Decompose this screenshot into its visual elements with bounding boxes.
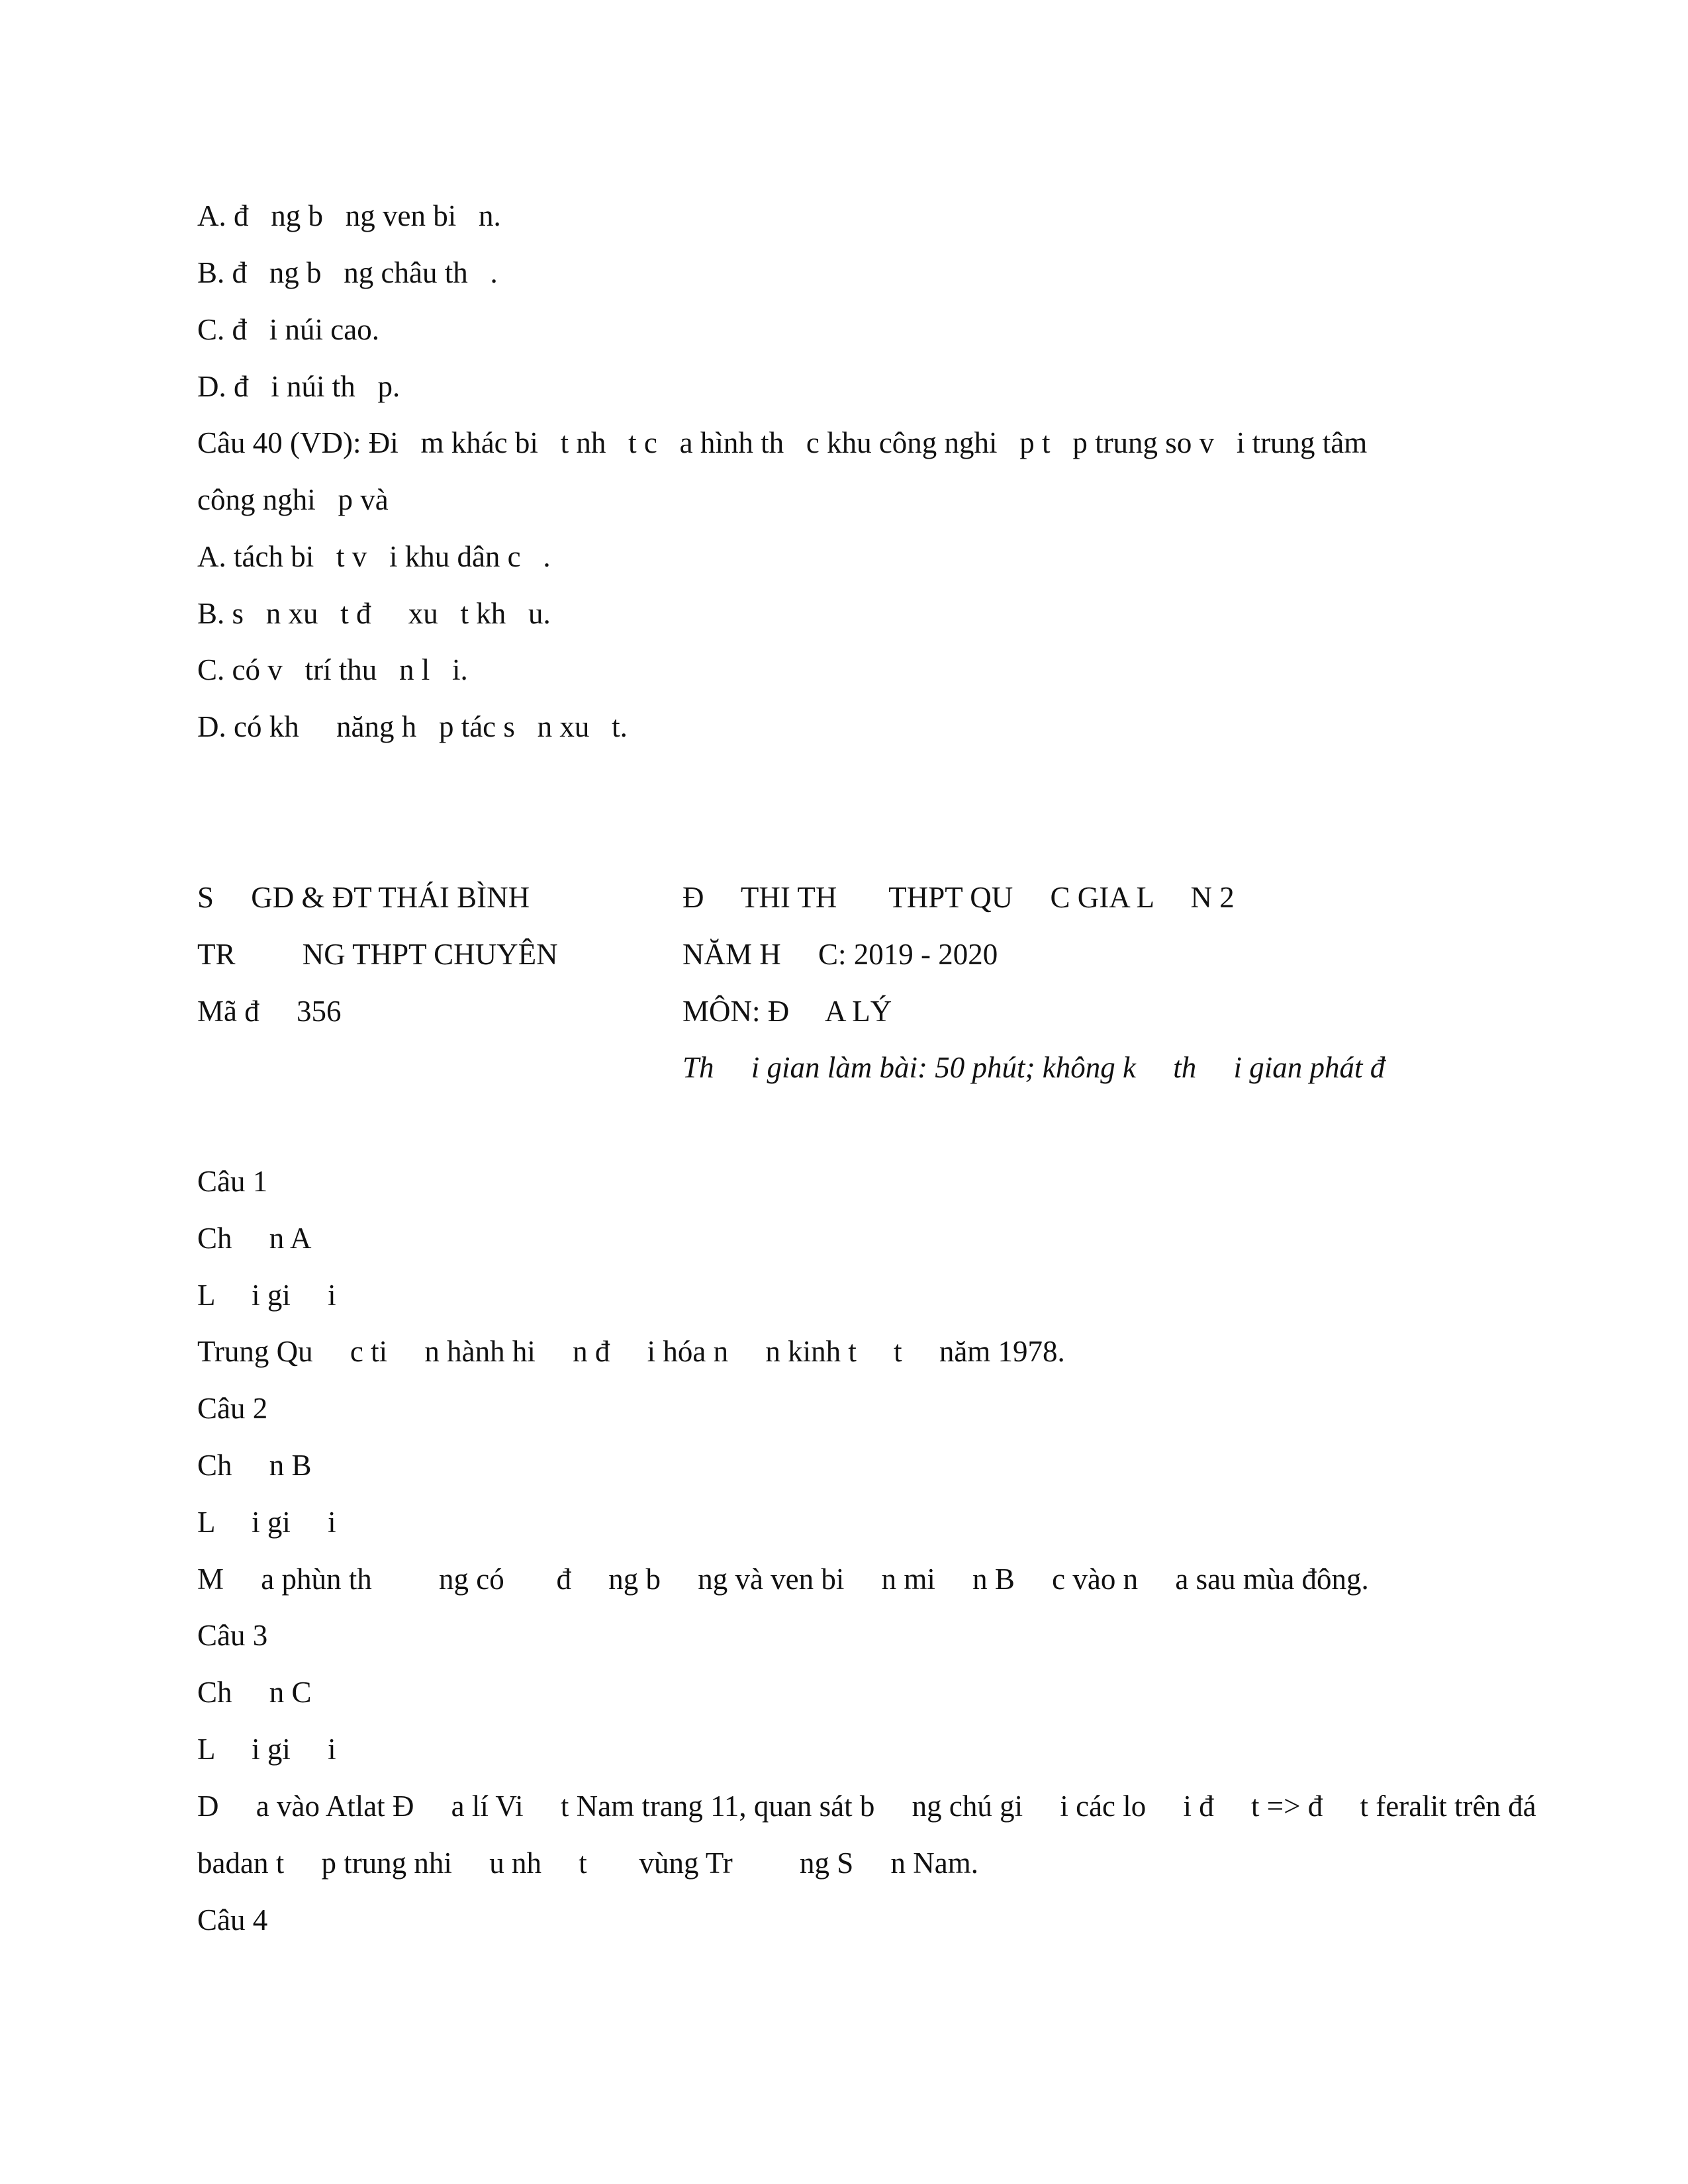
answer-2-choice: Ch n B: [197, 1449, 312, 1482]
q39-option-b: B. đ ng b ng châu th .: [197, 256, 498, 289]
answer-4-question: Câu 4: [197, 1903, 268, 1936]
header-duration-note: Th i gian làm bài: 50 phút; không k th i gian phát đ: [682, 1051, 1385, 1084]
answer-3-explanation-line-2: badan t p trung nhi u nh t vùng Tr ng S n Nam.: [197, 1846, 979, 1880]
answer-3-explanation-line-1: D a vào Atlat Đ a lí Vi t Nam trang 11, quan sát b ng chú gi i các lo i đ t => đ t feralit trên đá: [197, 1790, 1536, 1823]
q40-option-c: C. có v trí thu n l i.: [197, 653, 468, 686]
answer-1-choice: Ch n A: [197, 1222, 312, 1255]
q40-option-a: A. tách bi t v i khu dân c .: [197, 540, 551, 573]
q40-option-b: B. s n xu t đ xu t kh u.: [197, 597, 551, 630]
q40-stem-line-1: Câu 40 (VD): Đi m khác bi t nh t c a hình th c khu công nghi p t p trung so v i trung tâm: [197, 426, 1368, 459]
q40-option-d: D. có kh năng h p tác s n xu t.: [197, 710, 628, 743]
header-exam-code: Mã đ 356: [197, 995, 342, 1028]
answer-3-explain-label: L i gi i: [197, 1733, 336, 1766]
answer-2-explain-label: L i gi i: [197, 1506, 336, 1539]
answer-1-explanation: Trung Qu c ti n hành hi n đ i hóa n n kinh t t năm 1978.: [197, 1335, 1065, 1368]
answer-1-explain-label: L i gi i: [197, 1279, 336, 1312]
answer-3-question: Câu 3: [197, 1619, 268, 1652]
header-department: S GD & ĐT THÁI BÌNH: [197, 881, 530, 914]
answer-1-question: Câu 1: [197, 1165, 268, 1198]
header-school-year: NĂM H C: 2019 - 2020: [682, 938, 998, 971]
header-subject: MÔN: Đ A LÝ: [682, 995, 892, 1028]
header-school: TR NG THPT CHUYÊN: [197, 938, 558, 971]
q40-stem-line-2: công nghi p và: [197, 483, 389, 516]
q39-option-a: A. đ ng b ng ven bi n.: [197, 199, 501, 232]
q39-option-d: D. đ i núi th p.: [197, 370, 400, 403]
header-exam-title: Đ THI TH THPT QU C GIA L N 2: [682, 881, 1235, 914]
answer-3-choice: Ch n C: [197, 1676, 312, 1709]
answer-2-question: Câu 2: [197, 1392, 268, 1425]
answer-2-explanation: M a phùn th ng có đ ng b ng và ven bi n mi n B c vào n a sau mùa đông.: [197, 1563, 1369, 1596]
q39-option-c: C. đ i núi cao.: [197, 313, 379, 346]
